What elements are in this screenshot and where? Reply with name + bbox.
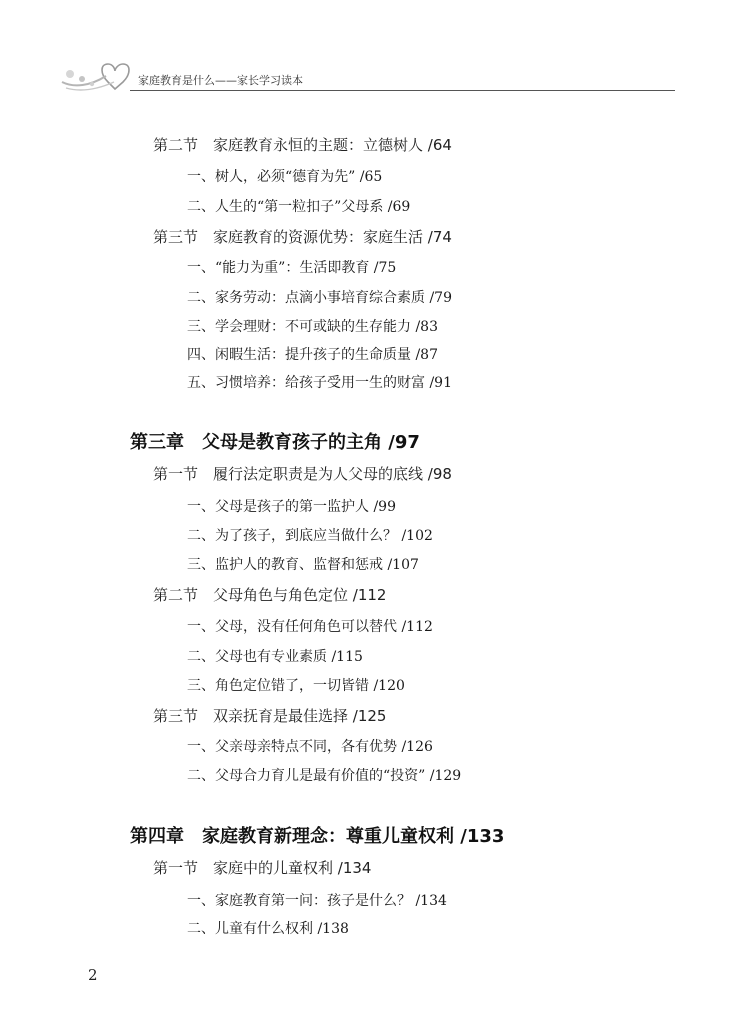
toc-item: 一、家庭教育第一问：孩子是什么？ /134 (187, 893, 447, 909)
page-number: 2 (88, 966, 98, 984)
toc-item: 三、监护人的教育、监督和惩戒 /107 (187, 557, 419, 573)
toc-chapter: 第四章 家庭教育新理念：尊重儿童权利 /133 (130, 826, 505, 847)
toc-item: 二、儿童有什么权利 /138 (187, 921, 349, 937)
toc-item: 三、学会理财：不可或缺的生存能力 /83 (187, 319, 438, 335)
toc-item: 一、父母，没有任何角色可以替代 /112 (187, 619, 433, 635)
toc-section: 第二节 家庭教育永恒的主题：立德树人 /64 (153, 136, 452, 154)
toc-item: 二、家务劳动：点滴小事培育综合素质 /79 (187, 290, 452, 306)
toc-item: 三、角色定位错了，一切皆错 /120 (187, 678, 405, 694)
toc-section: 第一节 履行法定职责是为人父母的底线 /98 (153, 465, 452, 483)
toc-item: 一、树人，必须“德育为先” /65 (187, 169, 383, 185)
toc-item: 一、父母是孩子的第一监护人 /99 (187, 499, 396, 515)
toc-item: 二、父母也有专业素质 /115 (187, 649, 363, 665)
toc-item: 二、人生的“第一粒扣子”父母系 /69 (187, 199, 411, 215)
toc-item: 二、为了孩子，到底应当做什么？ /102 (187, 528, 433, 544)
toc-item: 一、父亲母亲特点不同，各有优势 /126 (187, 739, 433, 755)
toc-section: 第三节 双亲抚育是最佳选择 /125 (153, 707, 387, 725)
toc-item: 二、父母合力育儿是最有价值的“投资” /129 (187, 768, 462, 784)
header-title: 家庭教育是什么——家长学习读本 (138, 74, 303, 87)
toc-item: 五、习惯培养：给孩子受用一生的财富 /91 (187, 375, 452, 391)
toc-item: 四、闲暇生活：提升孩子的生命质量 /87 (187, 347, 438, 363)
toc-item: 一、“能力为重”：生活即教育 /75 (187, 260, 397, 276)
toc-section: 第二节 父母角色与角色定位 /112 (153, 586, 387, 604)
toc-section: 第三节 家庭教育的资源优势：家庭生活 /74 (153, 228, 452, 246)
toc-section: 第一节 家庭中的儿童权利 /134 (153, 859, 372, 877)
toc-chapter: 第三章 父母是教育孩子的主角 /97 (130, 432, 420, 453)
